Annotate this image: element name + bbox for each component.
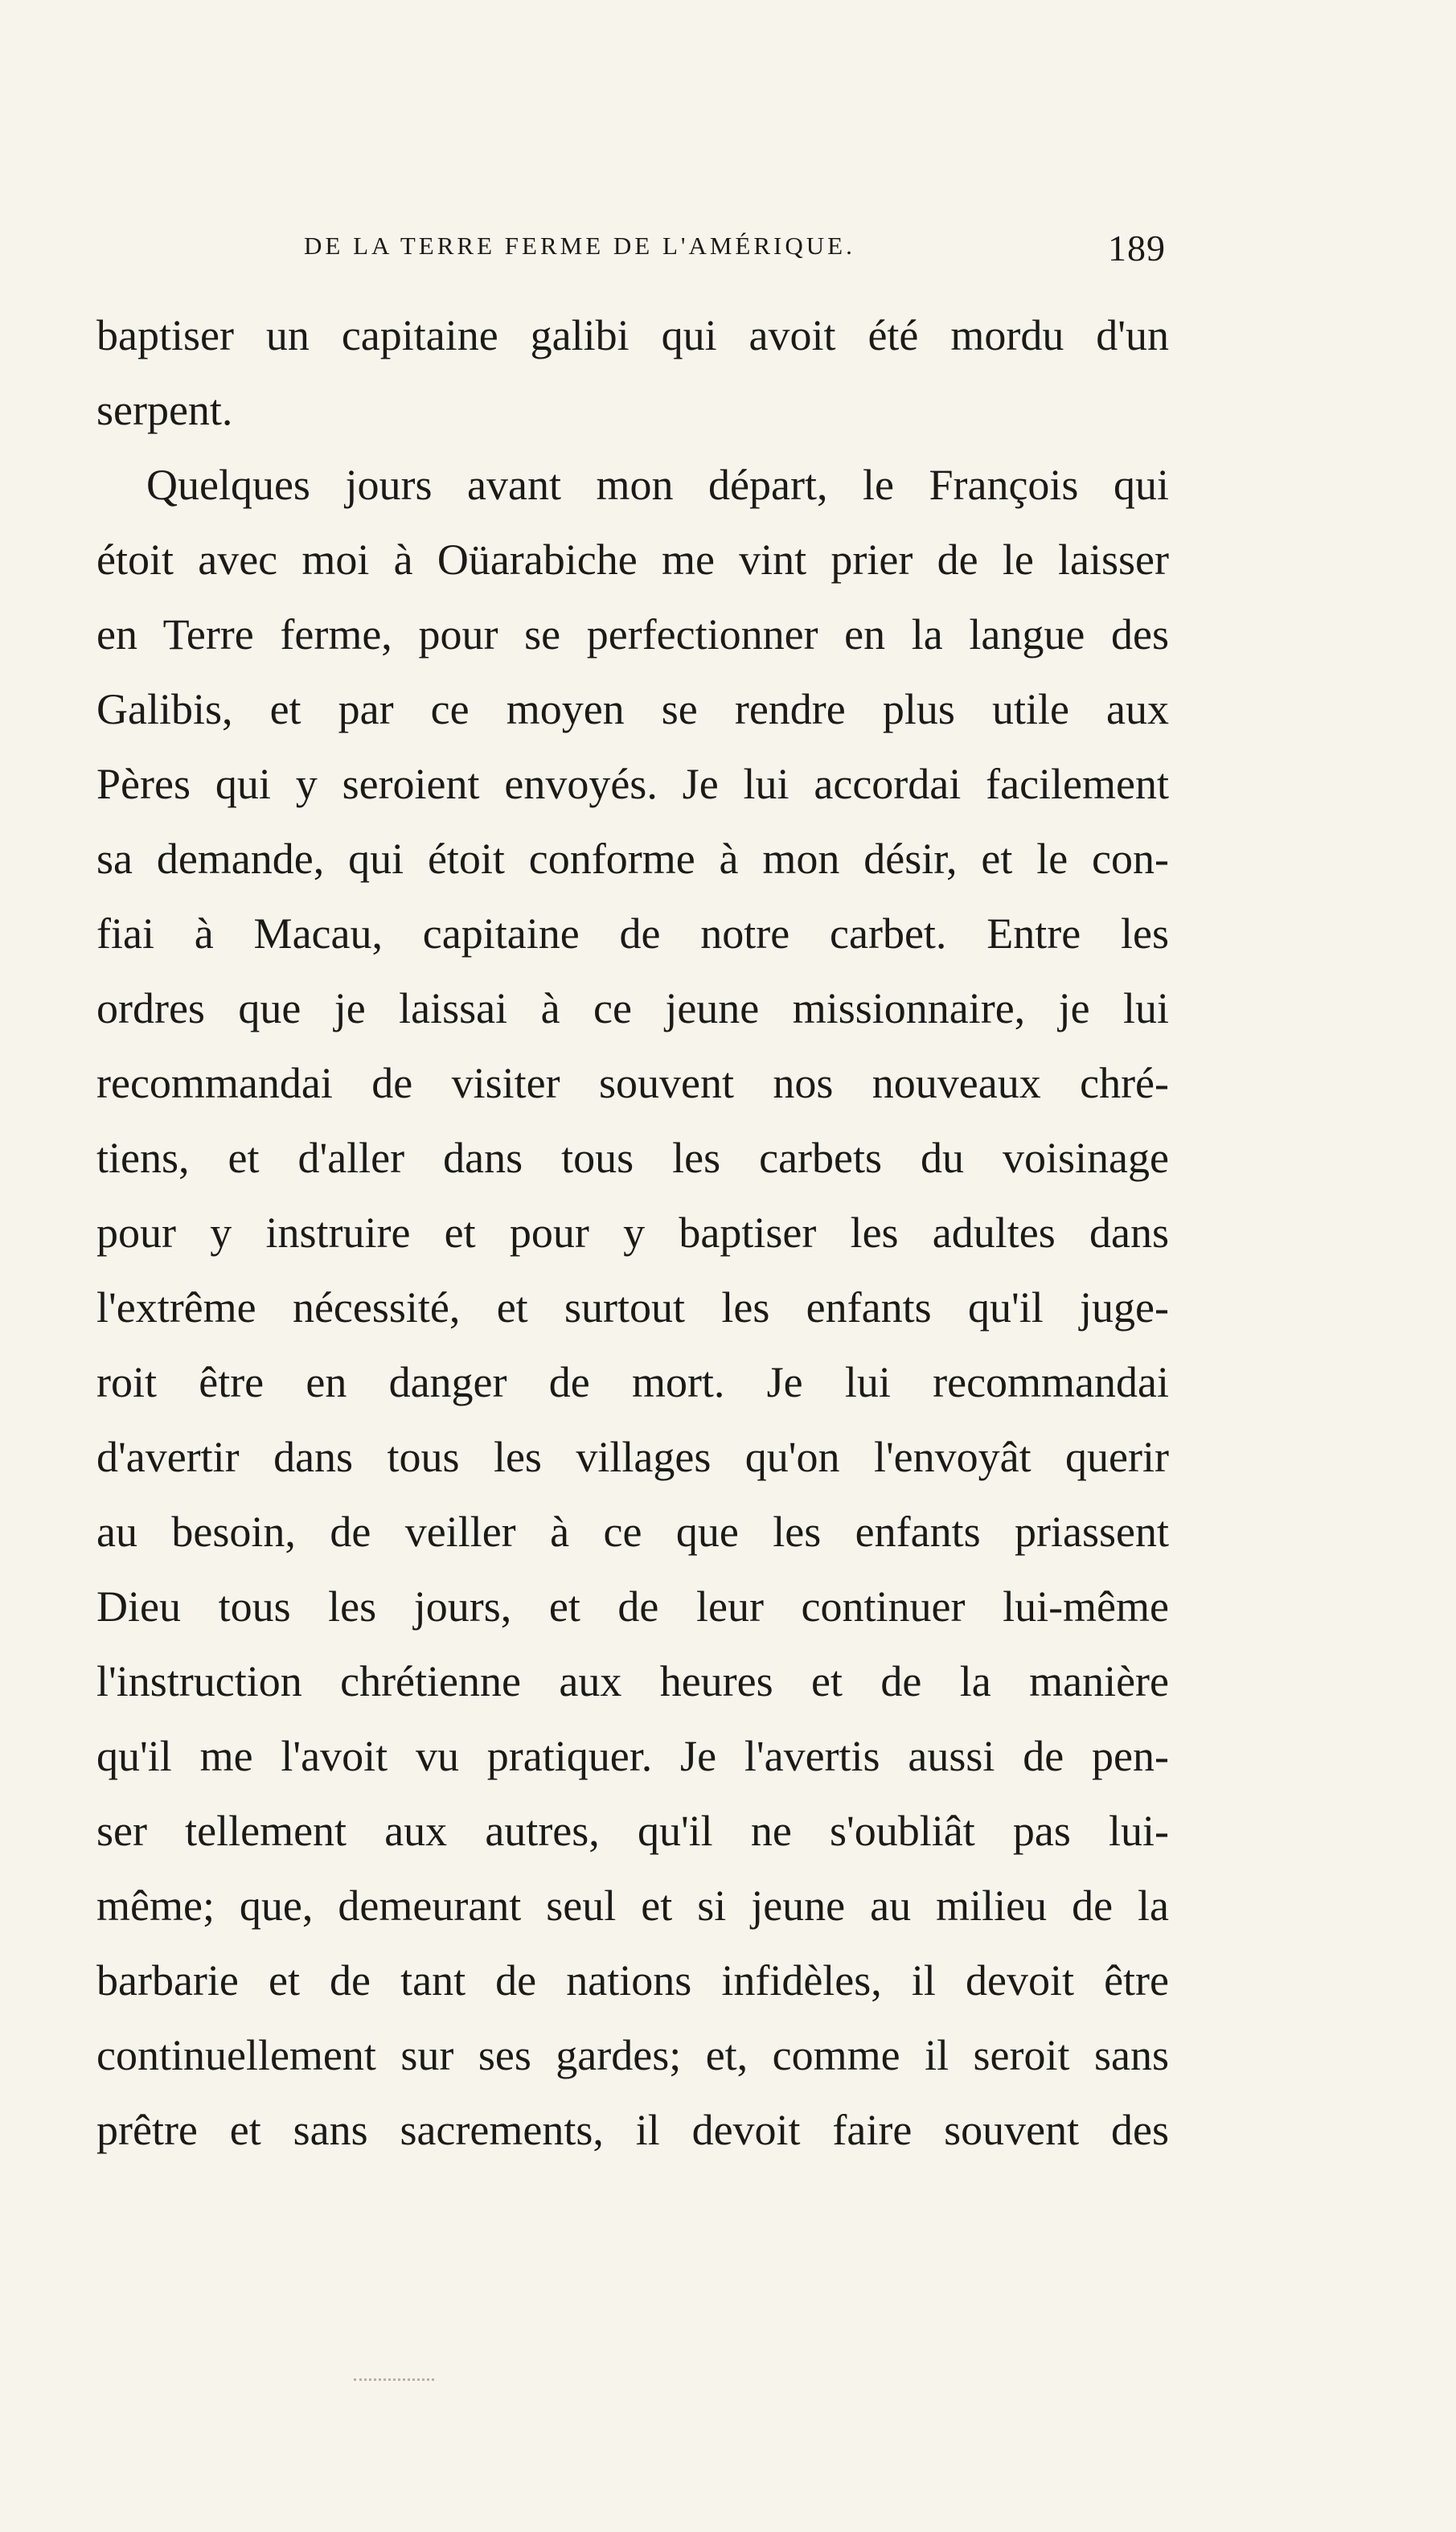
text-line: l'instruction chrétienne aux heures et de la manière bbox=[96, 1657, 1169, 1705]
text-line: même; que, demeurant seul et si jeune au milieu de la bbox=[96, 1882, 1169, 1930]
running-head-title: DE LA TERRE FERME DE L'AMÉRIQUE. bbox=[304, 232, 855, 260]
text-line: Pères qui y seroient envoyés. Je lui accordai facilement bbox=[96, 760, 1169, 808]
printer-mark bbox=[354, 2378, 434, 2386]
text-line: pour y instruire et pour y baptiser les adultes dans bbox=[96, 1209, 1169, 1257]
text-line: recommandai de visiter souvent nos nouveaux chré- bbox=[96, 1059, 1169, 1107]
text-line: d'avertir dans tous les villages qu'on l'envoyât querir bbox=[96, 1433, 1169, 1481]
text-line: l'extrême nécessité, et surtout les enfants qu'il juge- bbox=[96, 1283, 1169, 1332]
text-line: étoit avec moi à Oüarabiche me vint prier de le laisser bbox=[96, 536, 1169, 584]
text-line: fiai à Macau, capitaine de notre carbet. Entre les bbox=[96, 909, 1169, 958]
paragraph-start-line: Quelques jours avant mon départ, le François qui bbox=[146, 461, 1169, 509]
text-line: tiens, et d'aller dans tous les carbets du voisinage bbox=[96, 1134, 1169, 1182]
text-line: roit être en danger de mort. Je lui recommandai bbox=[96, 1358, 1169, 1406]
running-head bbox=[304, 228, 1166, 269]
text-line: Galibis, et par ce moyen se rendre plus utile aux bbox=[96, 685, 1169, 733]
text-line: ser tellement aux autres, qu'il ne s'oubliât pas lui- bbox=[96, 1807, 1169, 1855]
text-line: continuellement sur ses gardes; et, comme il seroit sans bbox=[96, 2031, 1169, 2079]
text-line: sa demande, qui étoit conforme à mon désir, et le con- bbox=[96, 835, 1169, 883]
text-line: baptiser un capitaine galibi qui avoit été mordu d'un bbox=[96, 311, 1169, 359]
text-line: ordres que je laissai à ce jeune missionnaire, je lui bbox=[96, 984, 1169, 1032]
page-number: 189 bbox=[1108, 228, 1166, 269]
text-line: serpent. bbox=[96, 386, 233, 434]
text-line: en Terre ferme, pour se perfectionner en la langue des bbox=[96, 610, 1169, 659]
text-line: barbarie et de tant de nations infidèles, il devoit être bbox=[96, 1956, 1169, 2005]
text-line: Dieu tous les jours, et de leur continuer lui-même bbox=[96, 1582, 1169, 1631]
text-line: prêtre et sans sacrements, il devoit faire souvent des bbox=[96, 2106, 1169, 2154]
text-line: qu'il me l'avoit vu pratiquer. Je l'avertis aussi de pen- bbox=[96, 1732, 1169, 1780]
text-line: au besoin, de veiller à ce que les enfants priassent bbox=[96, 1508, 1169, 1556]
body-text bbox=[96, 298, 1169, 2168]
